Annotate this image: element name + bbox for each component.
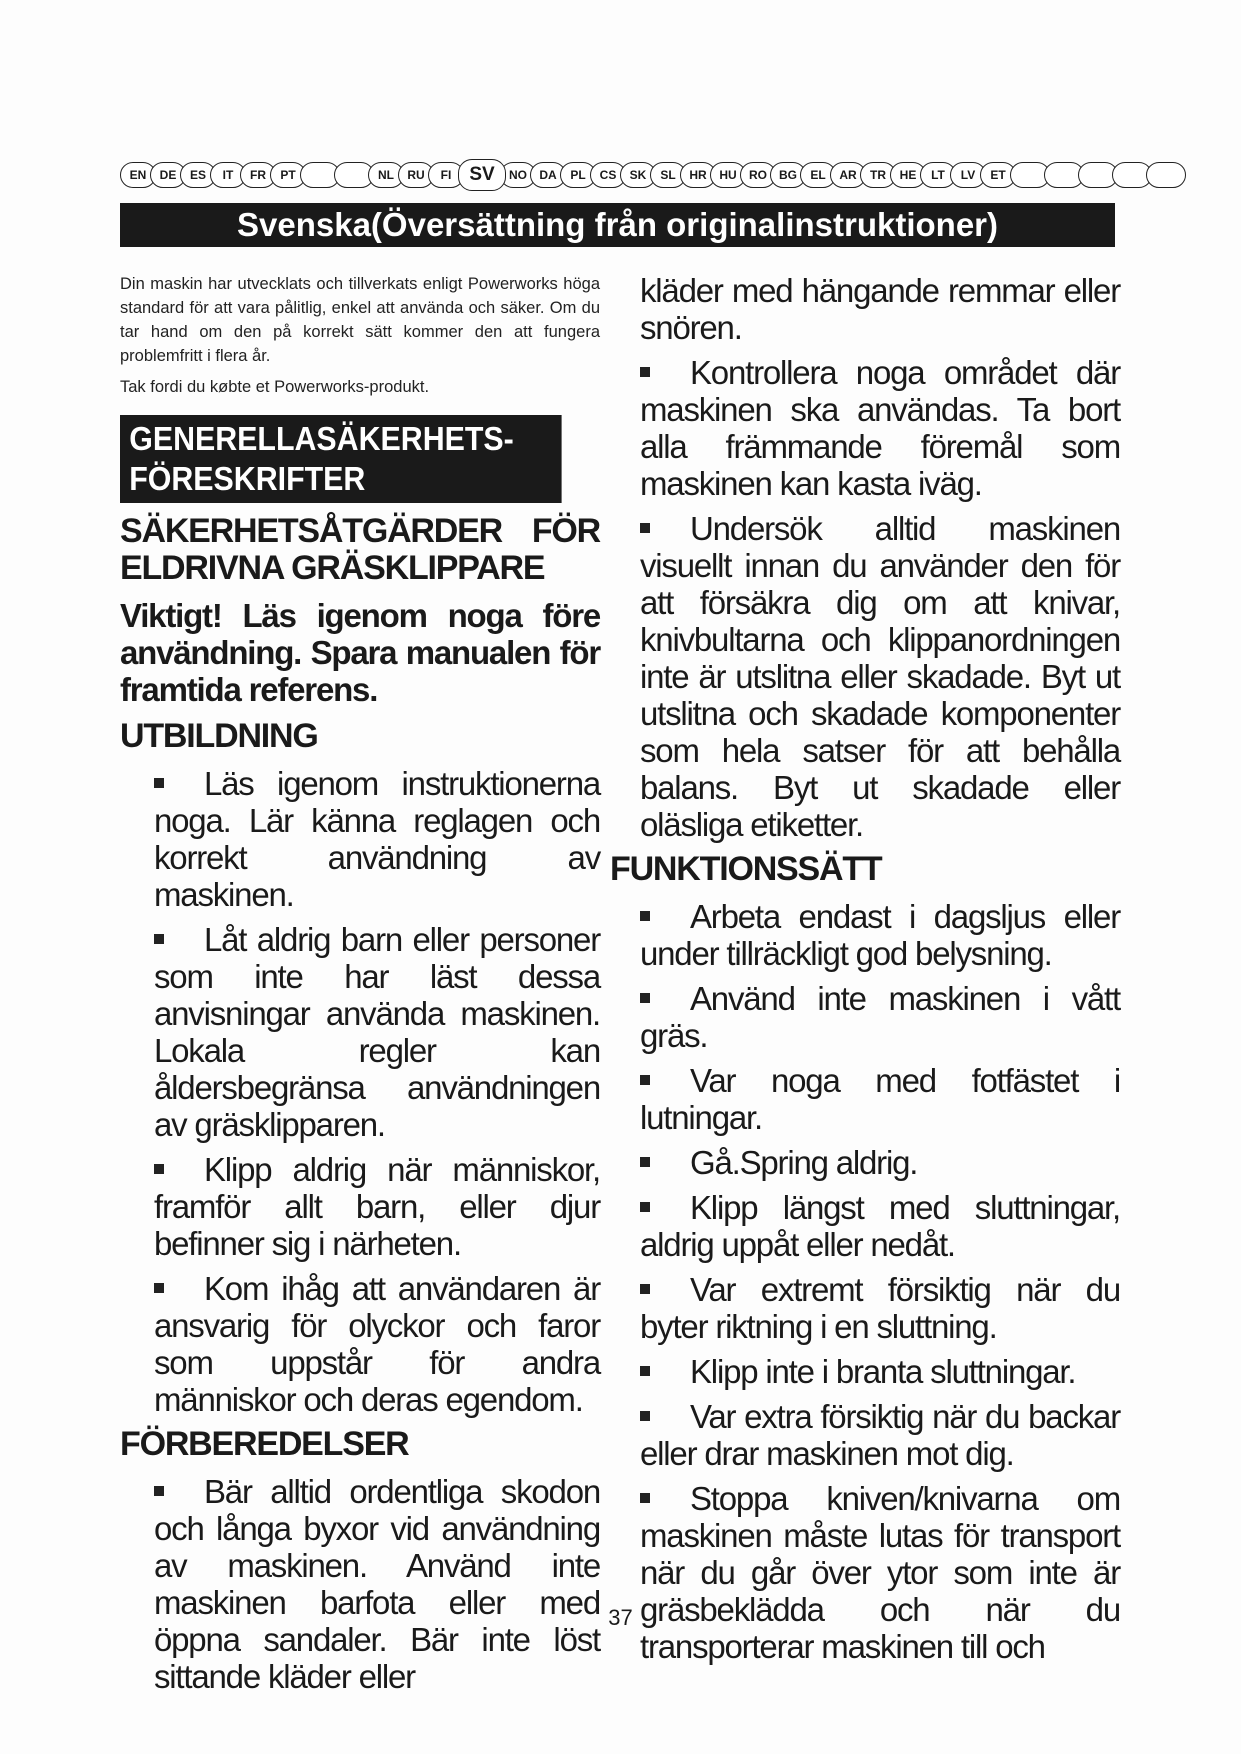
language-tabs [120, 160, 1115, 190]
bullet-icon [640, 1411, 650, 1421]
preparation-item-text: Kontrollera noga området där maskinen ska användas. Ta bort alla främmande föremål som maskinen kan kasta iväg. [640, 354, 1120, 502]
operation-item-text: Var extremt försiktig när du byter riktning i en sluttning. [640, 1271, 1120, 1345]
training-item-text: Läs igenom instruktionerna noga. Lär känna reglagen och korrekt användning av maskinen. [154, 765, 600, 913]
language-tab-label: ES [189, 168, 206, 182]
bullet-icon [640, 1493, 650, 1503]
language-tab-label: BG [779, 168, 797, 182]
operation-item-text: Klipp längst med sluttningar, aldrig uppåt eller nedåt. [640, 1189, 1120, 1263]
main-heading: SÄKERHETSÅTGÄRDER FÖR ELDRIVNA GRÄSKLIPPARE [120, 512, 600, 587]
operation-item [640, 980, 1120, 1054]
operation-item-text: Gå.Spring aldrig. [690, 1144, 918, 1181]
operation-list [640, 898, 1175, 1665]
preparation-item [154, 1473, 600, 1695]
bullet-icon [640, 1284, 650, 1294]
operation-item [640, 1144, 1120, 1181]
training-heading: UTBILDNING [120, 717, 318, 755]
operation-item [640, 1480, 1120, 1665]
thanks-text: Tak fordi du købte et Powerworks-produkt. [120, 378, 430, 396]
language-tab-label: HU [719, 168, 737, 182]
preparation-item [640, 510, 1120, 843]
language-tab-label: DA [539, 168, 557, 182]
bullet-icon [154, 1164, 164, 1174]
operation-item-text: Var extra försiktig när du backar eller drar maskinen mot dig. [640, 1398, 1120, 1472]
section-heading-line-2: FÖRESKRIFTER [129, 460, 366, 497]
operation-item [640, 898, 1120, 972]
bullet-icon [640, 523, 650, 533]
training-item [154, 765, 600, 913]
language-tab [1146, 162, 1186, 188]
bullet-icon [640, 911, 650, 921]
language-tab-label: PT [280, 168, 296, 182]
language-tab-label: PL [570, 168, 586, 182]
bullet-icon [154, 778, 164, 788]
preparation-item-text: Bär alltid ordentliga skodon och långa byxor vid användning av maskinen. Använd inte maskinen barfota eller med öppna sandaler. Bär inte löst sittande kläder eller [154, 1473, 600, 1695]
operation-item [640, 1271, 1120, 1345]
training-item-text: Låt aldrig barn eller personer som inte har läst dessa anvisningar använda maskinen. Lokala regler kan åldersbegränsa användningen av gräsklipparen. [154, 921, 600, 1143]
language-tab-label: HE [899, 168, 917, 182]
bullet-icon [154, 1283, 164, 1293]
language-tab-label: DE [159, 168, 177, 182]
language-tab-label: TR [870, 168, 886, 182]
language-tab-label: NL [378, 168, 394, 182]
bullet-icon [640, 1075, 650, 1085]
training-list [120, 765, 600, 1418]
section-heading-line-1: GENERELLASÄKERHETS- [129, 420, 514, 457]
operation-heading: FUNKTIONSSÄTT [610, 850, 882, 888]
language-tab-label: SK [629, 168, 647, 182]
bullet-icon [640, 367, 650, 377]
language-tab-label: EN [129, 168, 147, 182]
operation-item-text: Klipp inte i branta sluttningar. [690, 1353, 1076, 1390]
operation-item [640, 1062, 1120, 1136]
preparation-heading: FÖRBEREDELSER [120, 1425, 409, 1463]
language-tab-label: IT [222, 168, 234, 182]
language-tab-label: EL [810, 168, 826, 182]
bullet-icon [154, 1486, 164, 1496]
language-tab-label: FR [250, 168, 266, 182]
operation-item [640, 1398, 1120, 1472]
language-tab-label: FI [440, 168, 452, 182]
language-tab-label: CS [599, 168, 617, 182]
language-tab-label: NO [509, 168, 527, 182]
training-item-text: Klipp aldrig när människor, framför allt barn, eller djur befinner sig i närheten. [154, 1151, 600, 1262]
operation-item [640, 1353, 1120, 1390]
language-tab-label: LT [931, 168, 945, 182]
bullet-icon [640, 1366, 650, 1376]
preparation-item [640, 354, 1120, 502]
language-tab-label: HR [689, 168, 707, 182]
bullet-icon [640, 1202, 650, 1212]
intro-text: Din maskin har utvecklats och tillverkats enligt Powerworks höga standard för att vara pålitlig, enkel att använda och säker. Om du tar hand om den på korrekt sätt kommer den att fungera problemfritt i flera år. [120, 275, 600, 365]
training-item [154, 921, 600, 1143]
operation-item-text: Använd inte maskinen i vått gräs. [640, 980, 1120, 1054]
section-heading-box [120, 415, 562, 503]
operation-item-text: Var noga med fotfästet i lutningar. [640, 1062, 1120, 1136]
language-tab-label: AR [839, 168, 857, 182]
bullet-icon [154, 934, 164, 944]
language-tab-label: SV [469, 164, 495, 185]
training-item-text: Kom ihåg att användaren är ansvarig för olyckor och faror som uppstår för andra människor och deras egendom. [154, 1270, 600, 1418]
training-item [154, 1151, 600, 1262]
language-tab-label: ET [990, 168, 1006, 182]
operation-item-text: Arbeta endast i dagsljus eller under tillräckligt god belysning. [640, 898, 1120, 972]
left-column [120, 272, 600, 1703]
page-number: 37 [608, 1605, 633, 1630]
language-tab-label: SL [660, 168, 676, 182]
bullet-icon [640, 993, 650, 1003]
training-item [154, 1270, 600, 1418]
preparation-item-text: Undersök alltid maskinen visuellt innan du använder den för att försäkra dig om att knivar, knivbultarna och klippanordningen inte är utslitna eller skadade. Byt ut utslitna och skadade komponenter som hela satser för att behålla balans. Byt ut skadade eller oläsliga etiketter. [640, 510, 1120, 843]
bullet-icon [640, 1157, 650, 1167]
important-note: Viktigt! Läs igenom noga före användning. Spara manualen för framtida referens. [120, 597, 600, 708]
language-tab-label: RO [749, 168, 767, 182]
language-tab [458, 159, 506, 191]
language-tab-label: LV [960, 168, 976, 182]
preparation-continued: kläder med hängande remmar eller snören. [640, 272, 1120, 346]
page-title: Svenska(Översättning från originalinstruktioner) [120, 203, 1115, 247]
operation-item-text: Stoppa kniven/knivarna om maskinen måste lutas för transport när du går över ytor som inte är gräsbeklädda och när du transporterar maskinen till och [640, 1480, 1120, 1665]
preparation-list-left [120, 1473, 600, 1695]
language-tab-label: RU [407, 168, 425, 182]
operation-item [640, 1189, 1120, 1263]
